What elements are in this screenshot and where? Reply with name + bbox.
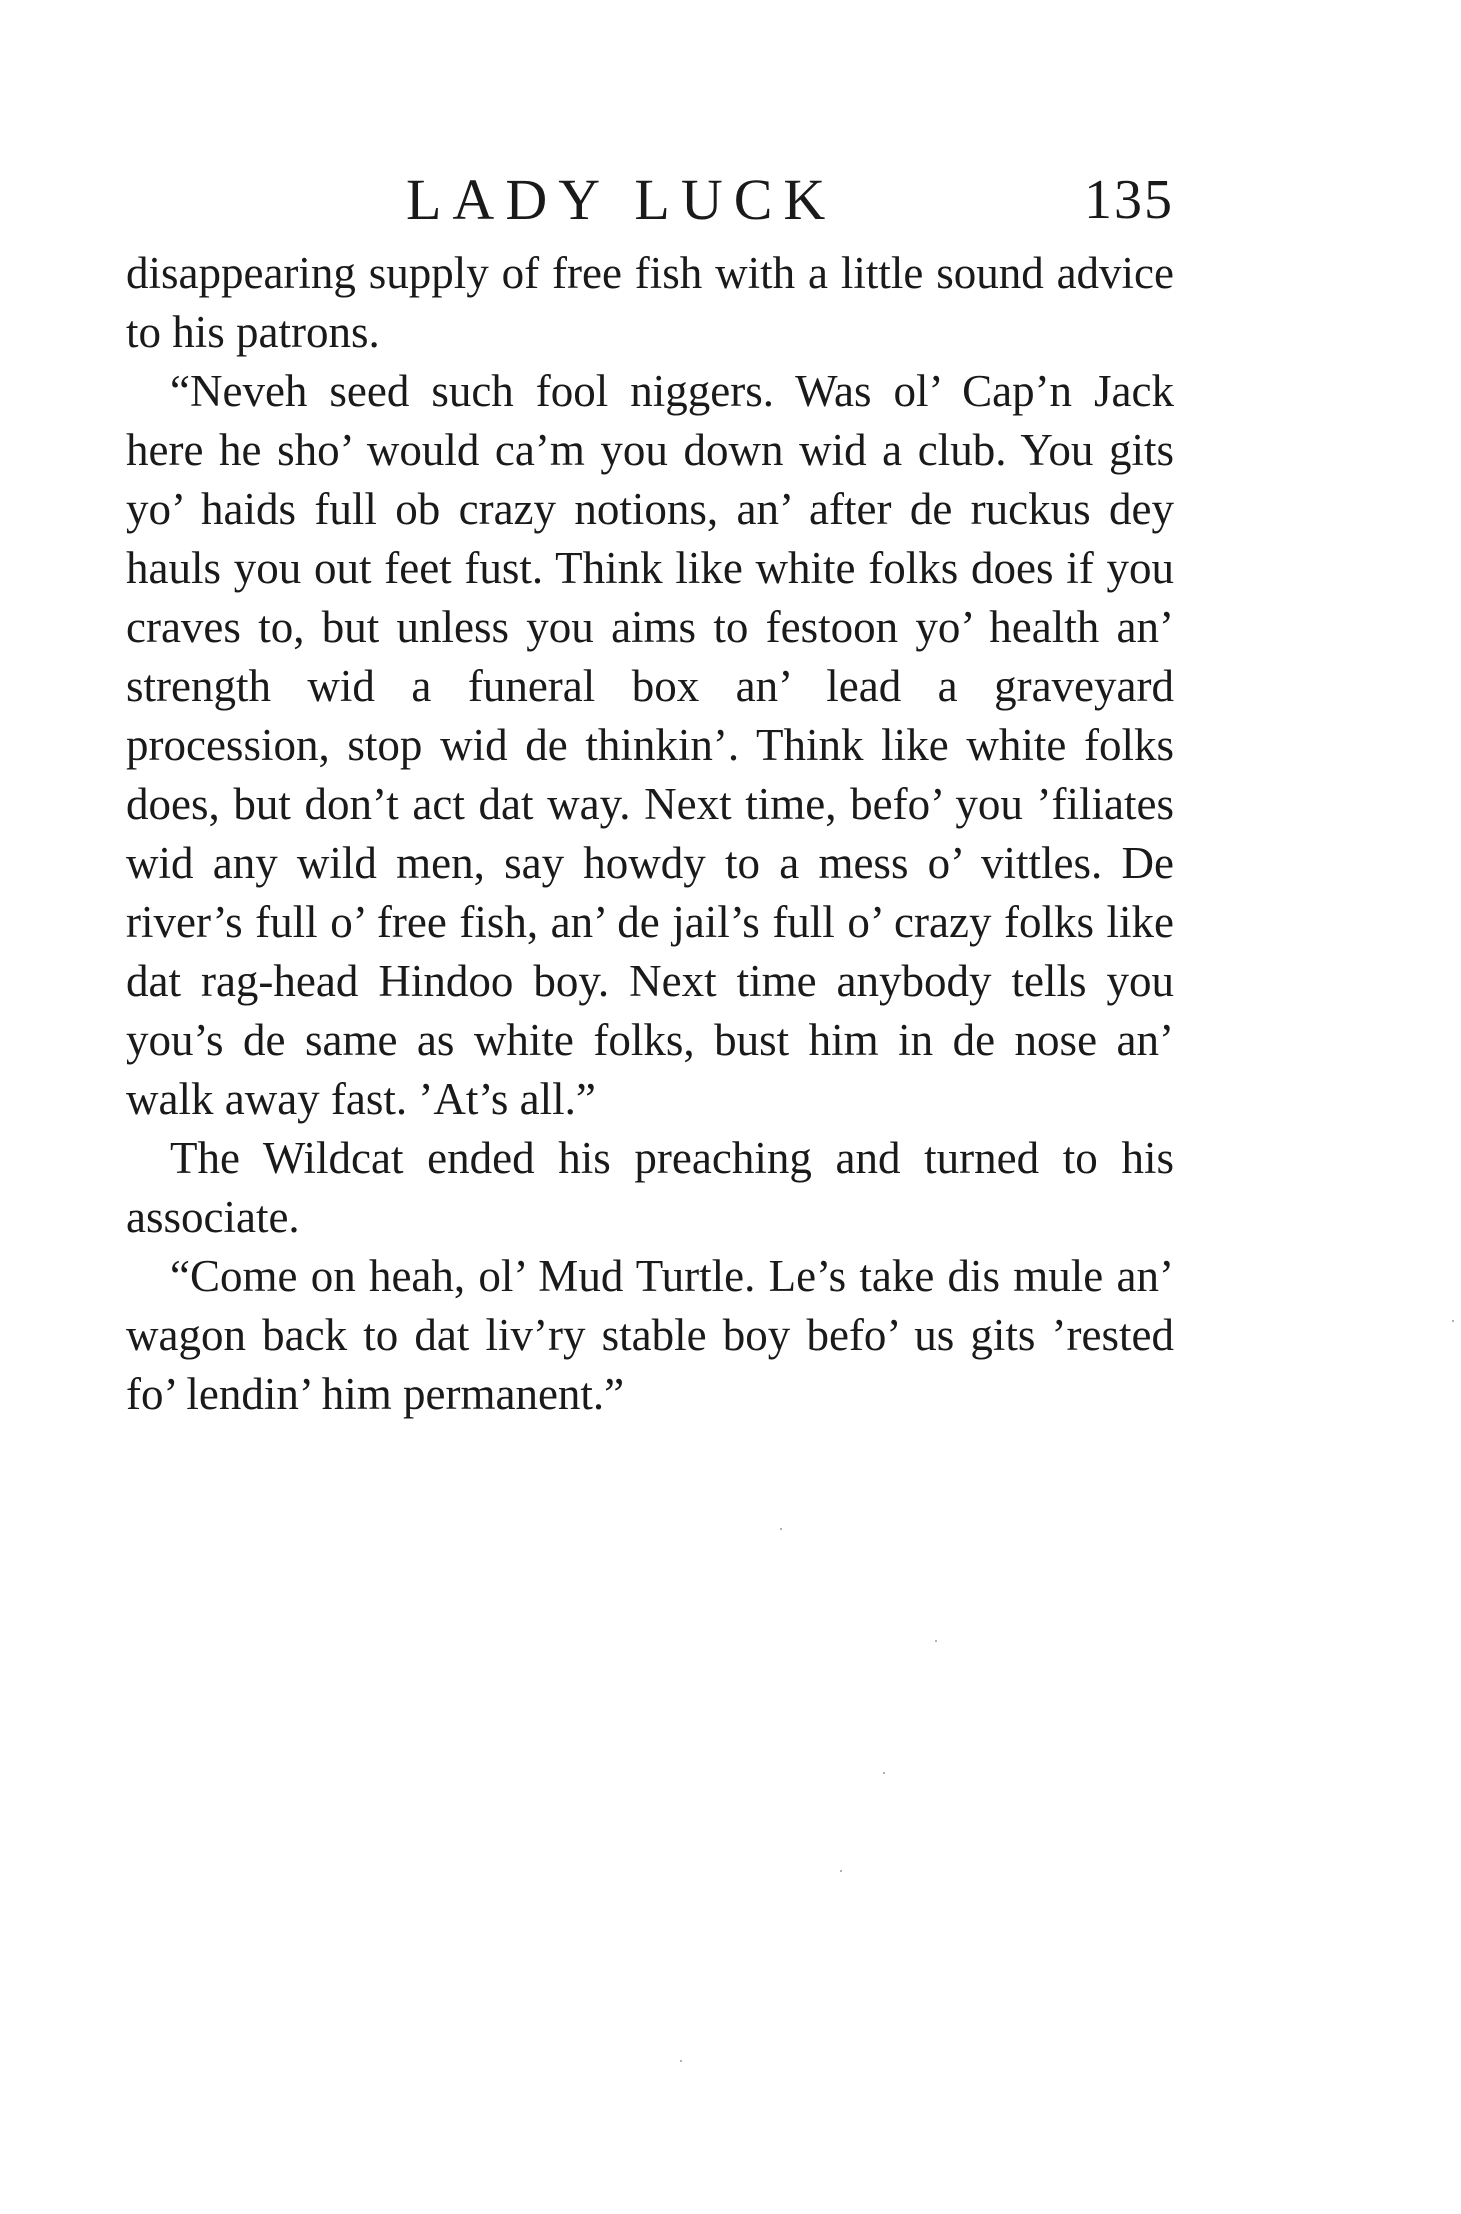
scan-speck xyxy=(883,1772,885,1774)
page-number: 135 xyxy=(1084,169,1174,231)
scan-speck xyxy=(1452,1320,1454,1322)
paragraph-speech: “Neveh seed such fool niggers. Was ol’ Cap’n Jack here he sho’ would ca’m you down wid a club. You gits yo’ haids full ob crazy notions, an’ after de ruckus dey hauls you out feet fust. Think like white folks does if you craves to, but unless you aims to festoon yo’ health an’ strength wid a funeral box an’ lead a graveyard procession, stop wid de thinkin’. Think like white folks does, but don’t act dat way. Next time, befo’ you ’filiates wid any wild men, say howdy to a mess o’ vittles. De river’s full o’ free fish, an’ de jail’s full o’ crazy folks like dat rag-head Hindoo boy. Next time anybody tells you you’s de same as white folks, bust him in de nose an’ walk away fast. ’At’s all.” xyxy=(126,366,1174,1124)
paragraph-closing-speech: “Come on heah, ol’ Mud Turtle. Le’s take dis mule an’ wagon back to dat liv’ry stable boy befo’ us gits ’rested fo’ lendin’ him permanent.” xyxy=(126,1251,1174,1419)
paragraph-continuation: disappearing supply of free fish with a little sound advice to his patrons. xyxy=(126,248,1174,357)
scan-speck xyxy=(680,2060,682,2062)
scan-speck xyxy=(935,1640,937,1642)
scan-speck xyxy=(780,1528,782,1530)
paragraph-narration: The Wildcat ended his preaching and turned to his associate. xyxy=(126,1133,1174,1242)
running-title: LADY LUCK xyxy=(406,167,837,232)
running-header xyxy=(126,160,1174,240)
scan-speck xyxy=(840,1870,842,1872)
body-text xyxy=(126,244,1174,1424)
